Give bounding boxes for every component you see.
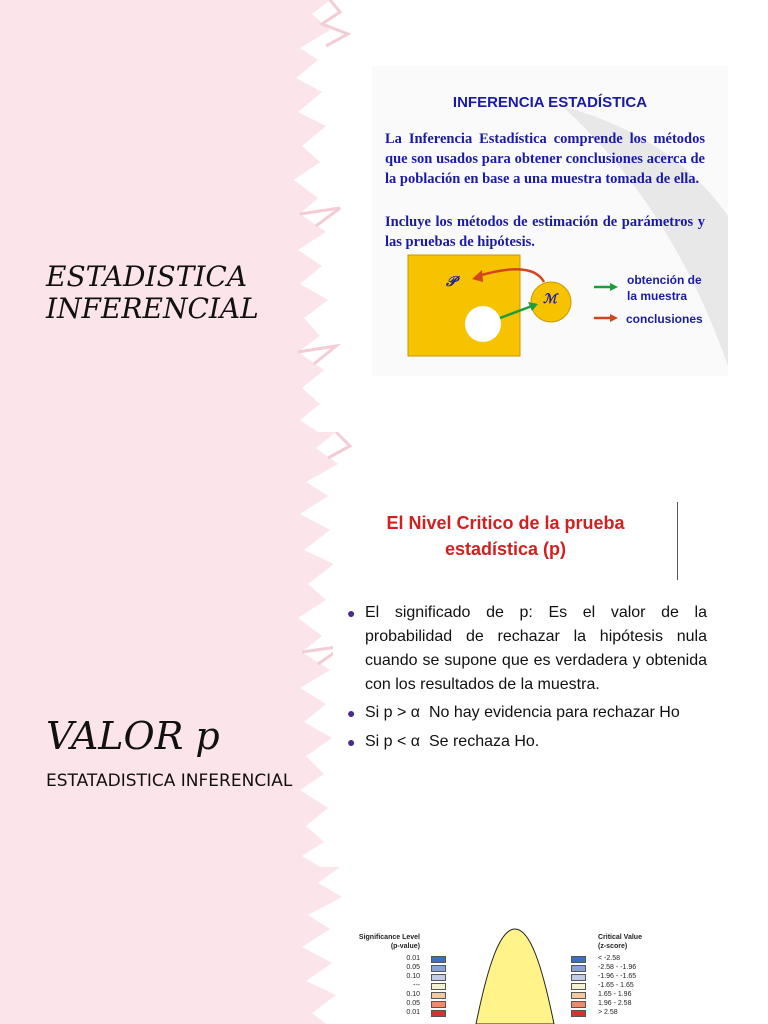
swatch bbox=[431, 974, 446, 981]
figure-heading bbox=[333, 510, 678, 562]
population-symbol: 𝒫 bbox=[446, 274, 457, 290]
figure-heading-line-2: estadística (p) bbox=[444, 539, 567, 559]
p-value: 0.01 bbox=[406, 1009, 420, 1016]
significance-header-line-1: Significance Level bbox=[358, 934, 420, 941]
bullet-item bbox=[347, 730, 707, 754]
bullet-dot-icon: ● bbox=[347, 734, 356, 750]
swatch bbox=[571, 956, 586, 963]
legend-sampling-line-1: obtención de bbox=[627, 273, 702, 287]
swatch bbox=[431, 956, 446, 963]
swatch bbox=[571, 965, 586, 972]
p-value: 0.10 bbox=[406, 973, 420, 980]
swatch bbox=[431, 1001, 446, 1008]
bullet-item bbox=[347, 601, 707, 697]
z-score: 1.96 - 2.58 bbox=[598, 1000, 632, 1007]
p-value: 0.10 bbox=[406, 991, 420, 998]
legend-red-arrowhead-icon bbox=[610, 314, 618, 322]
swatch bbox=[431, 983, 446, 990]
bullet-text: Si p > α No hay evidencia para rechazar Ho bbox=[365, 704, 680, 721]
slide-subtitle: ESTATADISTICA INFERENCIAL bbox=[46, 771, 293, 791]
z-score: 1.65 - 1.96 bbox=[598, 991, 632, 998]
inferencia-figure bbox=[372, 66, 728, 376]
bullet-item bbox=[347, 701, 707, 725]
significance-figure bbox=[340, 925, 730, 1024]
sample-hole bbox=[465, 306, 501, 342]
z-score: > 2.58 bbox=[598, 1009, 618, 1016]
legend-sampling-label bbox=[627, 272, 702, 304]
sample-symbol: ℳ bbox=[543, 292, 557, 307]
p-value: --- bbox=[413, 982, 420, 989]
significance-level-header bbox=[352, 933, 420, 951]
figure-heading: INFERENCIA ESTADÍSTICA bbox=[452, 94, 648, 111]
z-score: -1.65 - 1.65 bbox=[598, 982, 634, 989]
critical-values bbox=[598, 954, 636, 1017]
critical-header-line-1: Critical Value bbox=[598, 934, 642, 941]
swatch bbox=[571, 992, 586, 999]
legend-green-arrowhead-icon bbox=[610, 283, 618, 291]
figure-heading-line-1: El Nivel Critico de la prueba bbox=[386, 513, 625, 533]
title-line-1: ESTADISTICA bbox=[46, 260, 248, 293]
p-value: 0.05 bbox=[406, 1000, 420, 1007]
z-score: -1.96 - -1.65 bbox=[598, 973, 637, 980]
figure-paragraph-2: Incluye los métodos de estimación de parámetros y las pruebas de hipótesis. bbox=[385, 214, 705, 250]
z-score: < -2.58 bbox=[598, 955, 620, 962]
swatch bbox=[431, 965, 446, 972]
legend-conclusions-label: conclusiones bbox=[626, 312, 703, 326]
swatch bbox=[431, 1010, 446, 1017]
critical-header-line-2: (z-score) bbox=[598, 943, 628, 950]
slide-title: VALOR p bbox=[46, 714, 220, 758]
significance-header-line-2: (p-value) bbox=[390, 943, 420, 950]
z-score: -2.58 - -1.96 bbox=[598, 964, 637, 971]
slide-title bbox=[46, 261, 259, 325]
bullet-dot-icon: ● bbox=[347, 705, 356, 721]
swatch bbox=[431, 992, 446, 999]
valor-p-figure bbox=[333, 498, 730, 828]
swatch bbox=[571, 974, 586, 981]
title-line-2: INFERENCIAL bbox=[46, 292, 259, 325]
figure-paragraph-1: La Inferencia Estadística comprende los métodos que son usados para obtener conclusiones acerca de la población en base a una muestra tomada de ella. bbox=[385, 131, 705, 187]
bullet-text: El significado de p: Es el valor de la probabilidad de rechazar la hipótesis nula cuando se supone que es verdadera y obtenida con los resultados de la muestra. bbox=[365, 604, 707, 693]
swatch bbox=[571, 1010, 586, 1017]
p-value: 0.05 bbox=[406, 964, 420, 971]
legend-sampling-line-2: la muestra bbox=[627, 289, 688, 303]
bullet-dot-icon: ● bbox=[347, 605, 356, 621]
swatch bbox=[571, 1001, 586, 1008]
significance-values bbox=[370, 954, 420, 1017]
swatch bbox=[571, 983, 586, 990]
slide-estadistica-inferencial bbox=[0, 0, 768, 432]
p-value: 0.01 bbox=[406, 955, 420, 962]
critical-value-header bbox=[598, 933, 642, 951]
bullet-text: Si p < α Se rechaza Ho. bbox=[365, 733, 540, 750]
